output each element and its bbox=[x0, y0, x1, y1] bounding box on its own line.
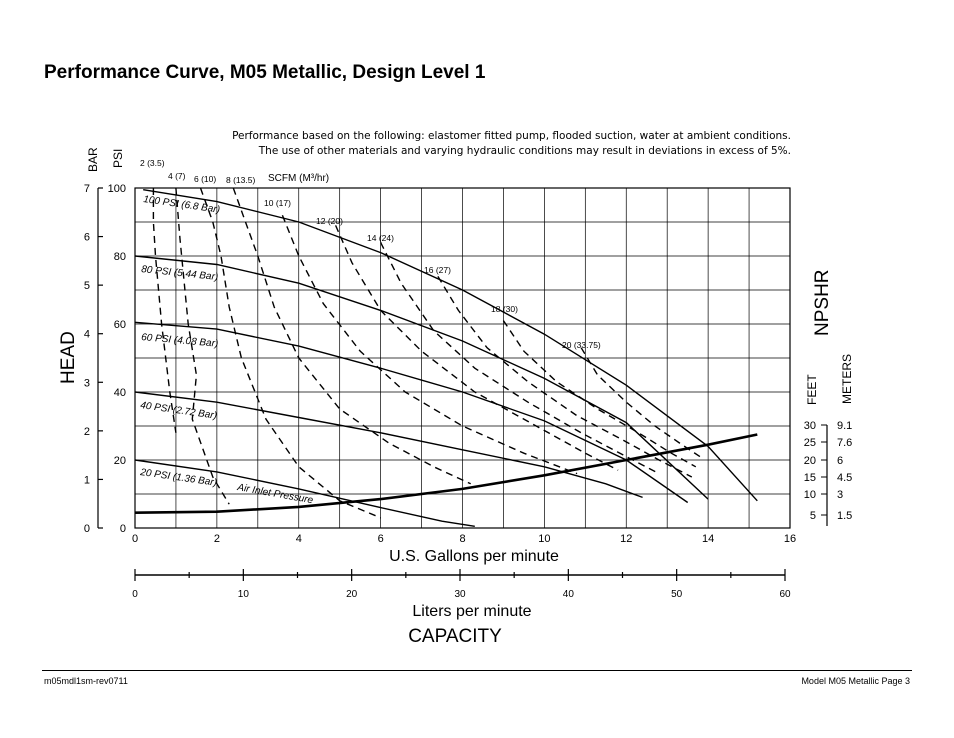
x-tick-label: 8 bbox=[459, 533, 466, 545]
bar-tick-label: 6 bbox=[83, 231, 90, 244]
npshr-feet-tick-label: 5 bbox=[809, 510, 816, 522]
bar-tick-label: 2 bbox=[83, 425, 90, 438]
air-consumption-label: 16 (27) bbox=[424, 265, 451, 275]
x-tick-label: 16 bbox=[783, 533, 797, 545]
bar-tick-label: 3 bbox=[83, 377, 90, 390]
air-consumption-label: 2 (3.5) bbox=[140, 158, 165, 168]
air-consumption-label: 20 (33.75) bbox=[562, 340, 601, 350]
npshr-feet-title: FEET bbox=[805, 374, 819, 405]
npshr-meters-tick-label: 3 bbox=[837, 489, 844, 501]
bar-tick-label: 1 bbox=[83, 474, 90, 487]
pressure-curve-label: 100 PSI (6.8 Bar) bbox=[142, 194, 221, 216]
psi-tick-label: 20 bbox=[113, 455, 126, 467]
x-tick-label: 0 bbox=[131, 533, 139, 545]
liters-axis-title: Liters per minute bbox=[412, 603, 532, 620]
pressure-curve-label: 20 PSI (1.36 Bar) bbox=[139, 467, 218, 489]
pressure-curve-label: 80 PSI (5.44 Bar) bbox=[140, 264, 219, 284]
npshr-meters-tick-label: 7.6 bbox=[837, 437, 853, 449]
npshr-feet-tick-label: 15 bbox=[803, 472, 816, 484]
air-consumption-curve bbox=[581, 348, 700, 457]
air-consumption-label: 8 (13.5) bbox=[226, 175, 256, 185]
chart-labels bbox=[139, 158, 601, 506]
head-title: HEAD bbox=[58, 331, 79, 384]
liters-tick-label: 60 bbox=[779, 589, 791, 600]
pressure-curve-label: 40 PSI (2.72 Bar) bbox=[139, 400, 218, 422]
x-axis-title: U.S. Gallons per minute bbox=[389, 548, 559, 565]
x-tick-label: 2 bbox=[213, 533, 220, 545]
npshr-meters-tick-label: 4.5 bbox=[837, 472, 853, 484]
bar-tick-label: 7 bbox=[83, 183, 90, 195]
x-tick-label: 14 bbox=[702, 533, 715, 545]
x-tick-label: 4 bbox=[295, 533, 302, 545]
bar-axis-title: BAR bbox=[86, 147, 100, 172]
performance-note-line-1: Performance based on the following: elastomer fitted pump, flooded suction, water at ambient conditions. bbox=[232, 130, 791, 142]
npshr-meters-tick-label: 6 bbox=[837, 455, 844, 467]
air-consumption-label: 18 (30) bbox=[491, 304, 518, 314]
x-tick-label: 10 bbox=[538, 533, 551, 545]
psi-tick-label: 60 bbox=[113, 319, 126, 331]
air-consumption-label: 10 (17) bbox=[264, 198, 291, 208]
page-number: Model M05 Metallic Page 3 bbox=[801, 676, 910, 686]
npshr-feet-tick-label: 30 bbox=[803, 420, 816, 432]
npshr-title: NPSHR bbox=[812, 269, 833, 336]
psi-tick-label: 80 bbox=[113, 251, 126, 263]
npshr-feet-tick-label: 20 bbox=[803, 455, 816, 467]
npshr-feet-tick-label: 10 bbox=[803, 489, 816, 501]
liters-tick-label: 20 bbox=[346, 589, 358, 600]
bar-tick-label: 0 bbox=[83, 523, 90, 535]
air-consumption-curve bbox=[438, 276, 692, 477]
air-consumption-label: 4 (7) bbox=[168, 171, 186, 181]
air-consumption-label: 14 (24) bbox=[367, 233, 394, 243]
npshr-meters-tick-label: 9.1 bbox=[837, 420, 853, 432]
document-code: m05mdl1sm-rev0711 bbox=[44, 676, 128, 686]
npshr-meters-title: METERS bbox=[840, 353, 854, 404]
bar-tick-label: 5 bbox=[83, 280, 90, 293]
air-consumption-curve bbox=[233, 188, 470, 484]
liters-tick-label: 0 bbox=[132, 589, 138, 600]
air-consumption-label: 6 (10) bbox=[194, 174, 217, 184]
psi-axis-title: PSI bbox=[111, 148, 125, 168]
x-tick-label: 12 bbox=[620, 533, 633, 545]
npshr-feet-tick-label: 25 bbox=[803, 437, 816, 449]
psi-tick-label: 0 bbox=[119, 523, 126, 535]
liters-tick-label: 50 bbox=[671, 589, 683, 600]
air-consumption-label: 12 (20) bbox=[316, 216, 343, 226]
x-tick-label: 6 bbox=[377, 533, 384, 545]
air-consumption-curve bbox=[282, 215, 577, 473]
liters-tick-label: 40 bbox=[562, 589, 574, 600]
pressure-curve-label: 60 PSI (4.08 Bar) bbox=[140, 332, 219, 350]
footer-divider bbox=[42, 670, 912, 671]
liters-tick-label: 10 bbox=[237, 589, 249, 600]
chart-curves bbox=[135, 188, 757, 526]
capacity-title: CAPACITY bbox=[408, 626, 502, 647]
performance-note-line-2: The use of other materials and varying hydraulic conditions may result in deviations in excess of 5%. bbox=[258, 145, 791, 157]
psi-tick-label: 100 bbox=[107, 183, 126, 195]
liters-tick-label: 30 bbox=[454, 589, 466, 600]
npshr-meters-tick-label: 1.5 bbox=[837, 510, 853, 522]
psi-tick-label: 40 bbox=[113, 387, 126, 399]
air-consumption-curve bbox=[201, 188, 381, 518]
scfm-label: SCFM (M³/hr) bbox=[268, 173, 330, 184]
page-title: Performance Curve, M05 Metallic, Design Level 1 bbox=[44, 62, 486, 83]
bar-tick-label: 4 bbox=[83, 328, 90, 341]
npshr-curve-label: Air Inlet Pressure bbox=[236, 482, 314, 507]
